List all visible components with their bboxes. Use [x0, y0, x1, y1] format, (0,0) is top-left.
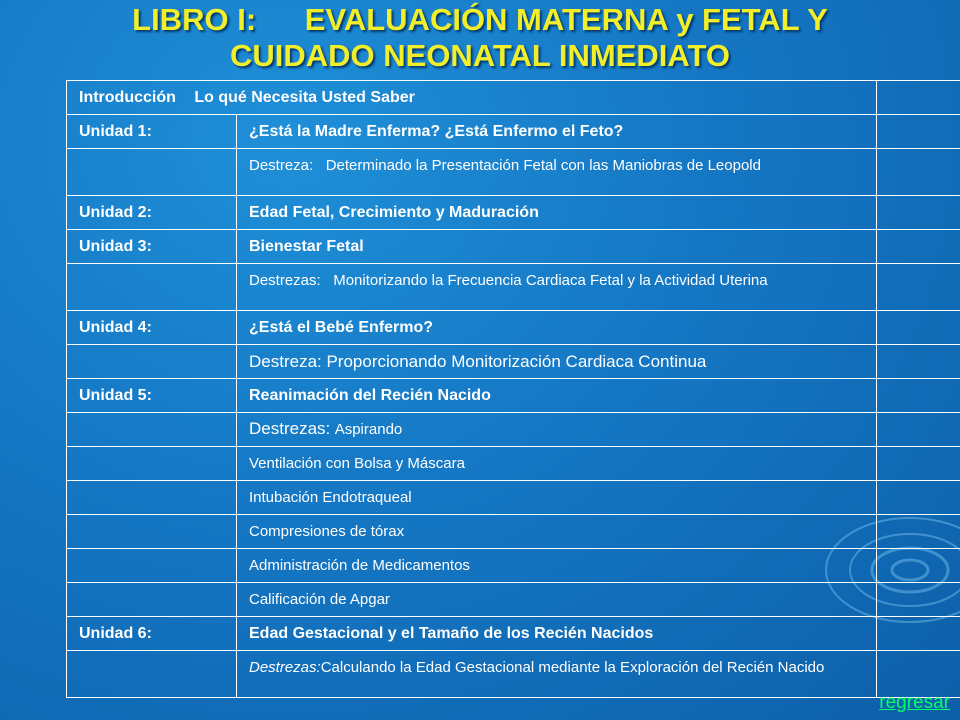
table-row [67, 115, 960, 149]
empty-cell [877, 617, 960, 651]
title-book: LIBRO I: [132, 2, 257, 37]
empty-cell [877, 651, 960, 698]
skill-cell [237, 149, 877, 196]
empty-cell [877, 549, 960, 583]
unit-title: Edad Fetal, Crecimiento y Maduración [237, 196, 877, 230]
skill-text: Determinado la Presentación Fetal con las Maniobras de Leopold [325, 157, 761, 174]
skill-text: Aspirando [334, 421, 403, 438]
table-row [67, 583, 960, 617]
table-row [67, 617, 960, 651]
unit-label: Unidad 5: [67, 379, 237, 413]
table-row [67, 515, 960, 549]
table-row [67, 311, 960, 345]
empty-cell [877, 196, 960, 230]
contents-table [66, 80, 960, 698]
skill-prefix: Destrezas: [249, 419, 331, 438]
intro-label: Introducción [79, 88, 176, 106]
skill-prefix: Destrezas: [249, 272, 321, 289]
unit-label: Unidad 2: [67, 196, 237, 230]
empty-cell [67, 264, 237, 311]
unit-label: Unidad 6: [67, 617, 237, 651]
empty-cell [67, 413, 237, 447]
unit-title: Bienestar Fetal [237, 230, 877, 264]
unit-label: Unidad 4: [67, 311, 237, 345]
empty-cell [877, 81, 960, 115]
empty-cell [67, 481, 237, 515]
unit-title: Edad Gestacional y el Tamaño de los Recién Nacidos [237, 617, 877, 651]
table-row [67, 345, 960, 379]
table-row [67, 413, 960, 447]
empty-cell [877, 379, 960, 413]
back-link[interactable]: regresar [879, 692, 950, 713]
list-item: Intubación Endotraqueal [237, 481, 877, 515]
empty-cell [877, 515, 960, 549]
skill-cell [237, 264, 877, 311]
empty-cell [877, 447, 960, 481]
unit-label: Unidad 1: [67, 115, 237, 149]
table-row [67, 149, 960, 196]
skill-text: Calculando la Edad Gestacional mediante la Exploración del Recién Nacido [320, 659, 825, 676]
skill-prefix: Destreza: [249, 157, 314, 174]
page-title [0, 2, 960, 74]
empty-cell [67, 515, 237, 549]
unit-title: Reanimación del Recién Nacido [237, 379, 877, 413]
skill-cell [237, 413, 877, 447]
table-row [67, 447, 960, 481]
empty-cell [67, 345, 237, 379]
empty-cell [877, 311, 960, 345]
title-line2: CUIDADO NEONATAL INMEDIATO [229, 38, 730, 73]
empty-cell [877, 264, 960, 311]
empty-cell [877, 481, 960, 515]
list-item: Calificación de Apgar [237, 583, 877, 617]
skill-text: Destreza: Proporcionando Monitorización Cardiaca Continua [237, 345, 877, 379]
list-item: Ventilación con Bolsa y Máscara [237, 447, 877, 481]
empty-cell [67, 651, 237, 698]
table-row [67, 379, 960, 413]
intro-text: Lo qué Necesita Usted Saber [194, 88, 415, 106]
intro-cell [67, 81, 877, 115]
empty-cell [67, 447, 237, 481]
table-row [67, 196, 960, 230]
empty-cell [67, 549, 237, 583]
table-row [67, 264, 960, 311]
table-row [67, 481, 960, 515]
empty-cell [67, 583, 237, 617]
table-row [67, 651, 960, 698]
table-row [67, 230, 960, 264]
skill-cell [237, 651, 877, 698]
skill-prefix: Destrezas: [249, 659, 321, 676]
title-line1: EVALUACIÓN MATERNA y FETAL Y [304, 2, 828, 37]
skill-text: Monitorizando la Frecuencia Cardiaca Fetal y la Actividad Uterina [333, 272, 768, 289]
table-row-intro [67, 81, 960, 115]
empty-cell [877, 230, 960, 264]
list-item: Administración de Medicamentos [237, 549, 877, 583]
empty-cell [877, 583, 960, 617]
empty-cell [877, 413, 960, 447]
empty-cell [877, 345, 960, 379]
unit-title: ¿Está el Bebé Enfermo? [237, 311, 877, 345]
table-row [67, 549, 960, 583]
unit-label: Unidad 3: [67, 230, 237, 264]
empty-cell [877, 149, 960, 196]
list-item: Compresiones de tórax [237, 515, 877, 549]
empty-cell [67, 149, 237, 196]
empty-cell [877, 115, 960, 149]
unit-title: ¿Está la Madre Enferma? ¿Está Enfermo el Feto? [237, 115, 877, 149]
